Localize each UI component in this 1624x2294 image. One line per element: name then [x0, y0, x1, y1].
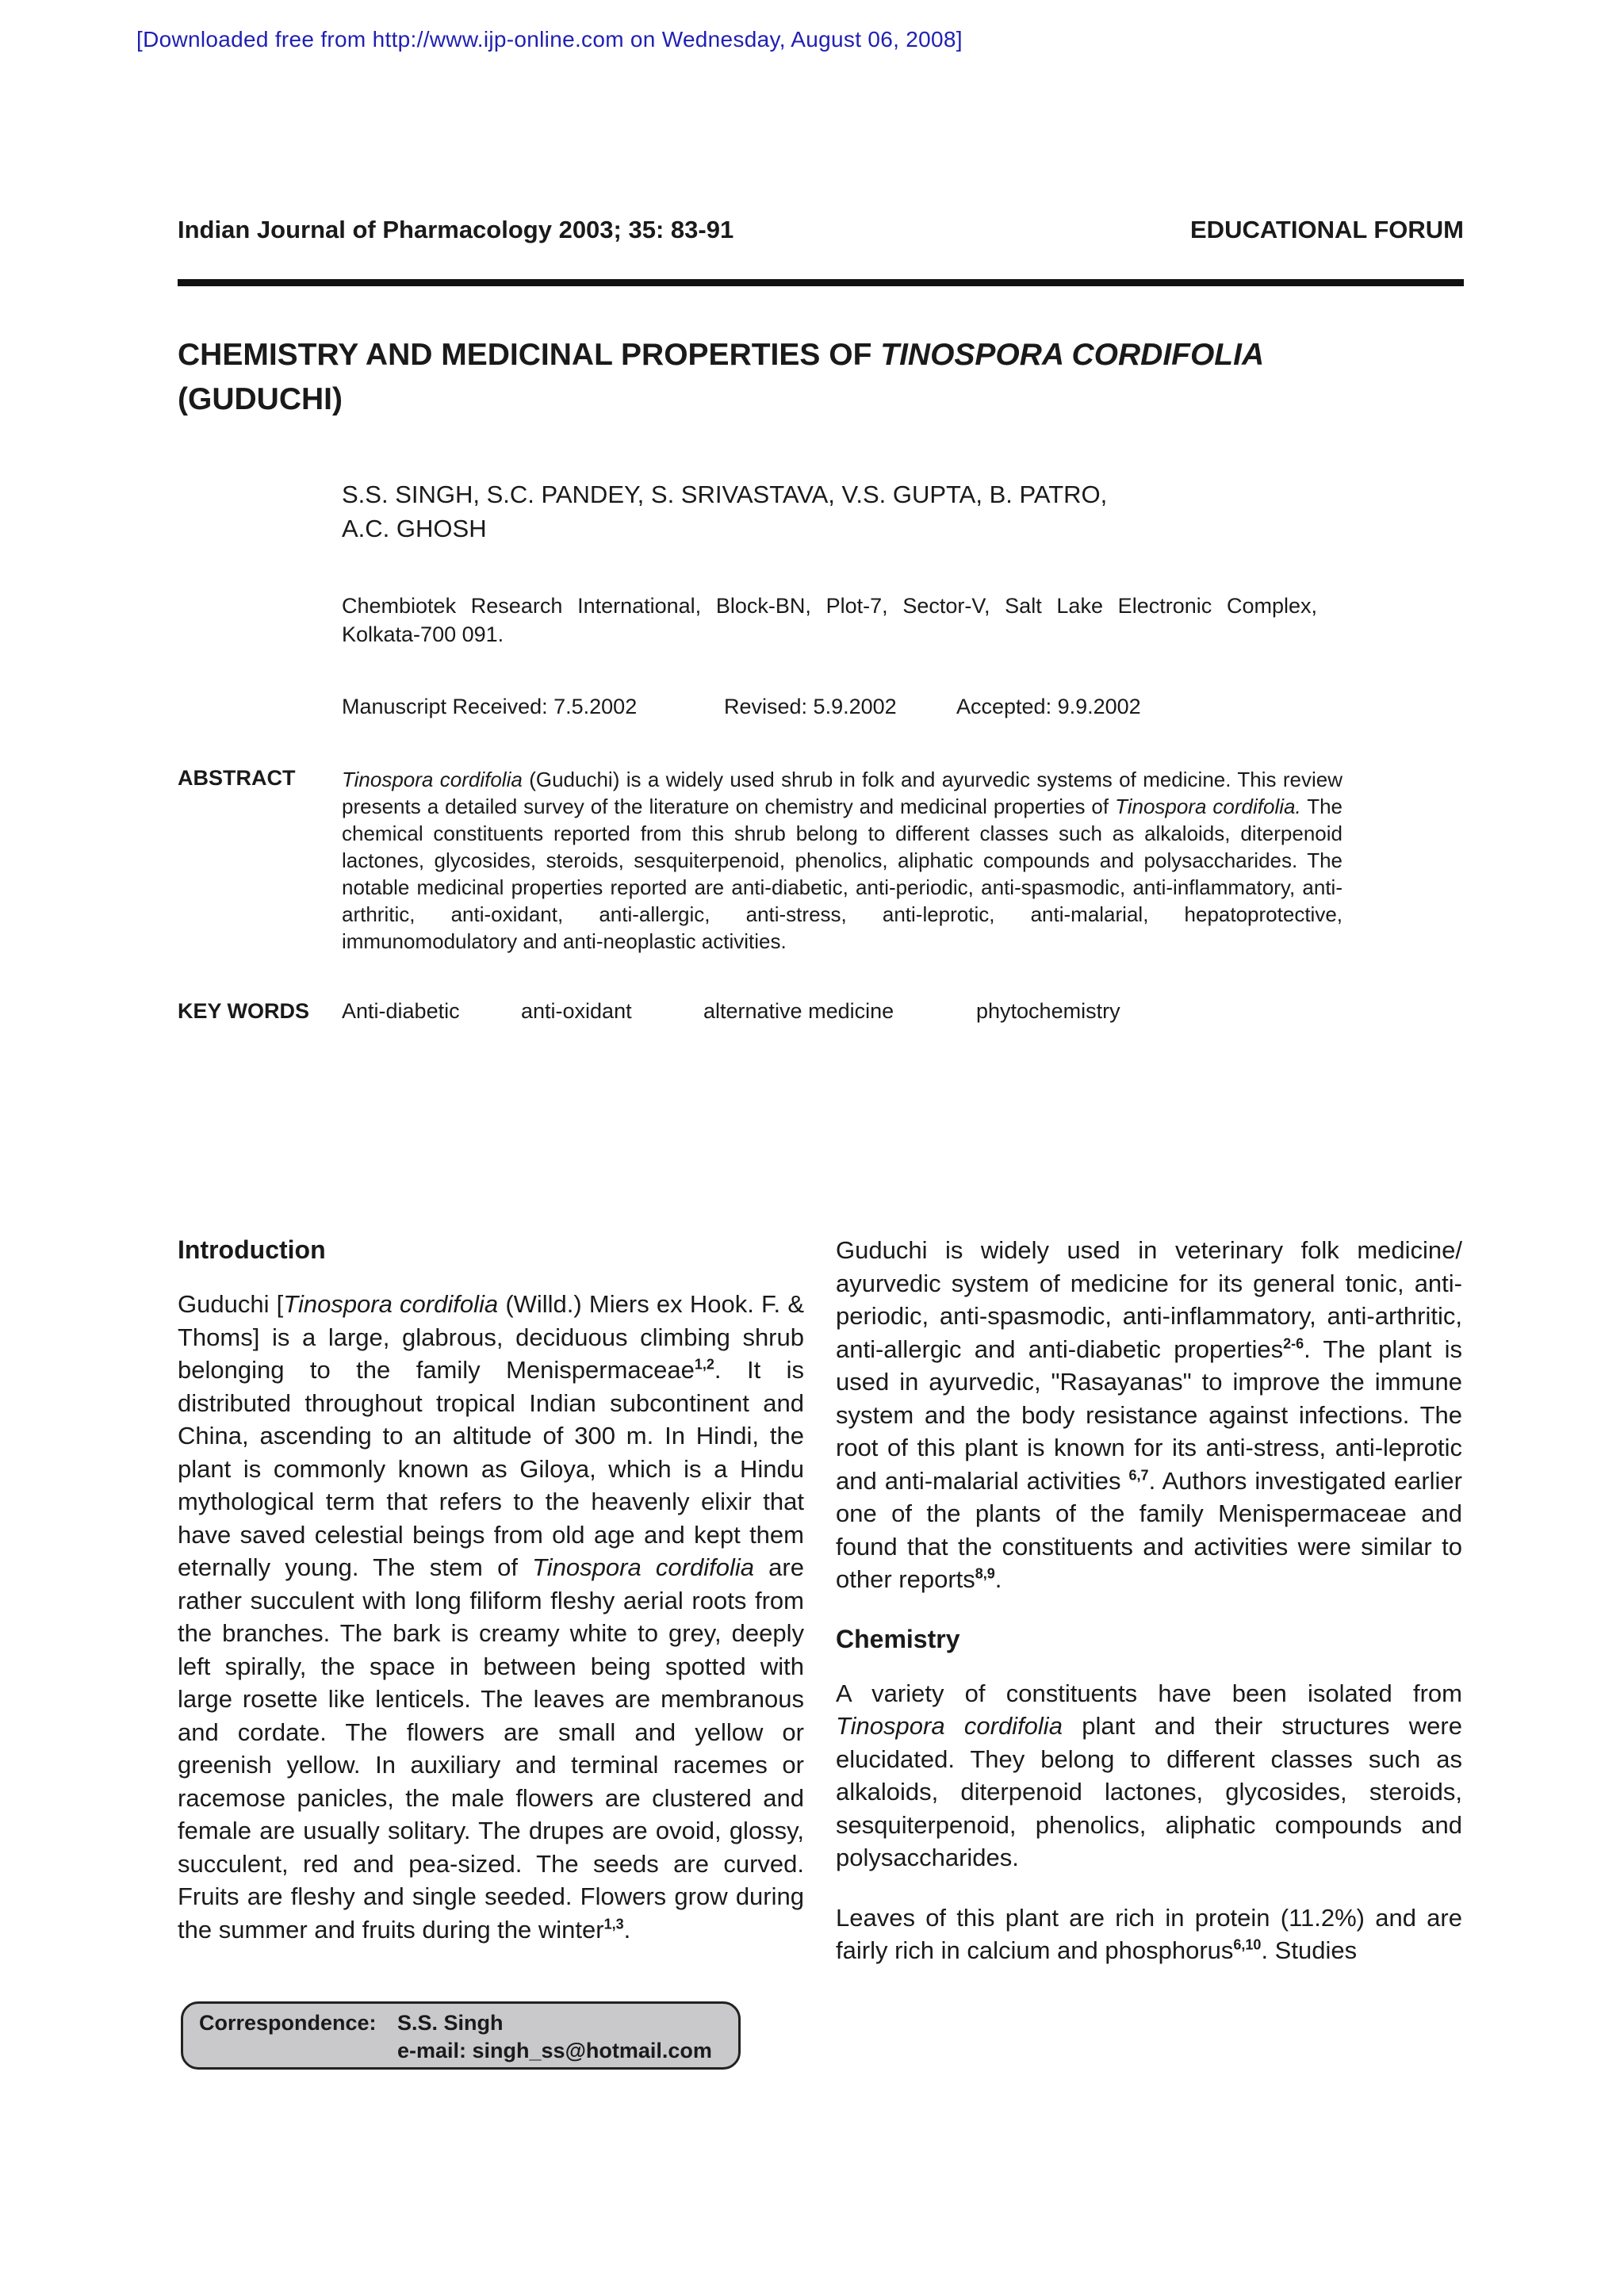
introduction-paragraph: [178, 1288, 804, 1946]
intro-italic: Tinospora cordifolia: [283, 1290, 499, 1318]
body-text: Guduchi is widely used in veterinary folk medicine/ ayurvedic system of medicine for its general tonic, anti-periodic, anti-spasmodic, anti-inflammatory, anti-arthritic, anti-allergic and anti-diabetic properties: [836, 1236, 1462, 1363]
species-italic: Tinospora cordifolia: [836, 1712, 1063, 1740]
manuscript-dates: [342, 695, 1141, 719]
authors-line-1: S.S. SINGH, S.C. PANDEY, S. SRIVASTAVA, V.S. GUPTA, B. PATRO,: [342, 481, 1108, 508]
body-text: . Studies: [1261, 1936, 1358, 1964]
abstract-label: ABSTRACT: [178, 766, 296, 790]
correspondence-name: S.S. Singh: [397, 2011, 504, 2035]
authors-line-2: A.C. GHOSH: [342, 515, 487, 542]
abstract-italic-2: Tinospora cordifolia.: [1115, 795, 1301, 818]
intro-text: . It is distributed throughout tropical Indian subcontinent and China, ascending to an altitude of 300 m. In Hindi, the plant is commonly known as Giloya, which is a Hindu mythological term that refers to the heavenly elixir that have saved celestial beings from old age and kept them eternally young. The stem of: [178, 1356, 804, 1581]
intro-italic: Tinospora cordifolia: [532, 1553, 754, 1581]
title-species: TINOSPORA CORDIFOLIA: [880, 338, 1265, 372]
chemistry-heading: Chemistry: [836, 1624, 960, 1653]
abstract-text: [342, 766, 1342, 955]
affiliation: Chembiotek Research International, Block-BN, Plot-7, Sector-V, Salt Lake Electronic Complex, Kolkata-700 091.: [342, 594, 1317, 646]
citation-superscript: 6,10: [1233, 1936, 1262, 1953]
section-label: EDUCATIONAL FORUM: [1190, 216, 1464, 243]
left-column: [178, 1234, 804, 1973]
body-text: .: [994, 1565, 1002, 1593]
abstract-italic-1: Tinospora cordifolia: [342, 768, 523, 791]
citation-superscript: 2-6: [1283, 1335, 1304, 1352]
citation-superscript: 1,2: [694, 1356, 714, 1373]
article-title: [178, 333, 1494, 422]
journal-citation: Indian Journal of Pharmacology 2003; 35: 83-91: [178, 216, 734, 243]
citation-superscript: 8,9: [975, 1565, 995, 1582]
body-text: . The plant is used in ayurvedic, "Rasayanas" to improve the immune system and the body resistance against infections. The root of this plant is known for its anti-stress, anti-leprotic and anti-malarial activities: [836, 1335, 1463, 1495]
author-list: [342, 477, 1373, 546]
keyword-item: anti-oxidant: [521, 999, 632, 1023]
keyword-item: alternative medicine: [703, 999, 894, 1023]
title-part1: CHEMISTRY AND MEDICINAL PROPERTIES OF: [178, 338, 881, 372]
abstract-text-2: The chemical constituents reported from this shrub belong to different classes such as alkaloids, diterpenoid lactones, glycosides, steroids, sesquiterpenoid, phenolics, aliphatic compounds and polysaccharides. The notable medicinal properties reported are anti-diabetic, anti-periodic, anti-spasmodic, anti-inflammatory, anti-arthritic, anti-oxidant, anti-allergic, anti-stress, anti-leprotic, anti-malarial, hepatoprotective, immunomodulatory and anti-neoplastic activities.: [342, 795, 1343, 953]
intro-text: Guduchi [: [178, 1290, 284, 1318]
constituents-paragraph: [836, 1677, 1462, 1875]
veterinary-use-paragraph: [836, 1234, 1462, 1596]
title-part2: (GUDUCHI): [178, 382, 343, 416]
correspondence-label: Correspondence:: [199, 2011, 377, 2035]
keywords-label: KEY WORDS: [178, 999, 310, 1023]
correspondence-email[interactable]: e-mail: singh_ss@hotmail.com: [397, 2039, 712, 2062]
correspondence-box: [181, 2001, 741, 2070]
intro-text: (Willd.) Miers ex Hook. F. & Thoms] is a large, glabrous, deciduous climbing shrub belonging to the family Menispermaceae: [178, 1290, 804, 1384]
keyword-item: phytochemistry: [976, 999, 1120, 1023]
body-text: . Authors investigated earlier one of the plants of the family Menispermaceae and found that the constituents and activities were similar to other reports: [836, 1466, 1462, 1593]
citation-superscript: 1,3: [603, 1916, 624, 1932]
accepted-date: Accepted: 9.9.2002: [956, 695, 1141, 718]
received-date: Manuscript Received: 7.5.2002: [342, 695, 638, 718]
intro-text: are rather succulent with long filiform fleshy aerial roots from the branches. The bark is creamy white to grey, deeply left spirally, the space in between being spotted with large rosette like lenticels. The leaves are membranous and cordate. The flowers are small and yellow or greenish yellow. In auxiliary and terminal racemes or racemose panicles, the male flowers are clustered and female are usually solitary. The drupes are ovoid, glossy, succulent, red and pea-sized. The seeds are curved. Fruits are fleshy and single seeded. Flowers grow during the summer and fruits during the winter: [178, 1553, 804, 1944]
running-header: [178, 216, 1464, 244]
header-rule: [178, 279, 1464, 286]
body-text: Leaves of this plant are rich in protein (11.2%) and are fairly rich in calcium and phosphorus: [836, 1903, 1462, 1964]
intro-text: .: [623, 1915, 631, 1944]
body-text: plant and their structures were elucidated. They belong to different classes such as alkaloids, diterpenoid lactones, glycosides, steroids, sesquiterpenoid, phenolics, aliphatic compounds and polysaccharides.: [836, 1712, 1462, 1871]
keyword-item: Anti-diabetic: [342, 999, 460, 1023]
revised-date: Revised: 5.9.2002: [724, 695, 897, 718]
introduction-heading: Introduction: [178, 1235, 326, 1264]
right-column: [836, 1234, 1462, 1994]
download-banner: [Downloaded free from http://www.ijp-online.com on Wednesday, August 06, 2008]: [136, 27, 963, 52]
citation-superscript: 6,7: [1128, 1467, 1149, 1484]
abstract-text-1: (Guduchi) is a widely used shrub in folk and ayurvedic systems of medicine. This review presents a detailed survey of the literature on chemistry and medicinal properties of: [342, 768, 1343, 818]
body-text: A variety of constituents have been isolated from: [836, 1679, 1462, 1707]
leaves-paragraph: [836, 1901, 1462, 1967]
